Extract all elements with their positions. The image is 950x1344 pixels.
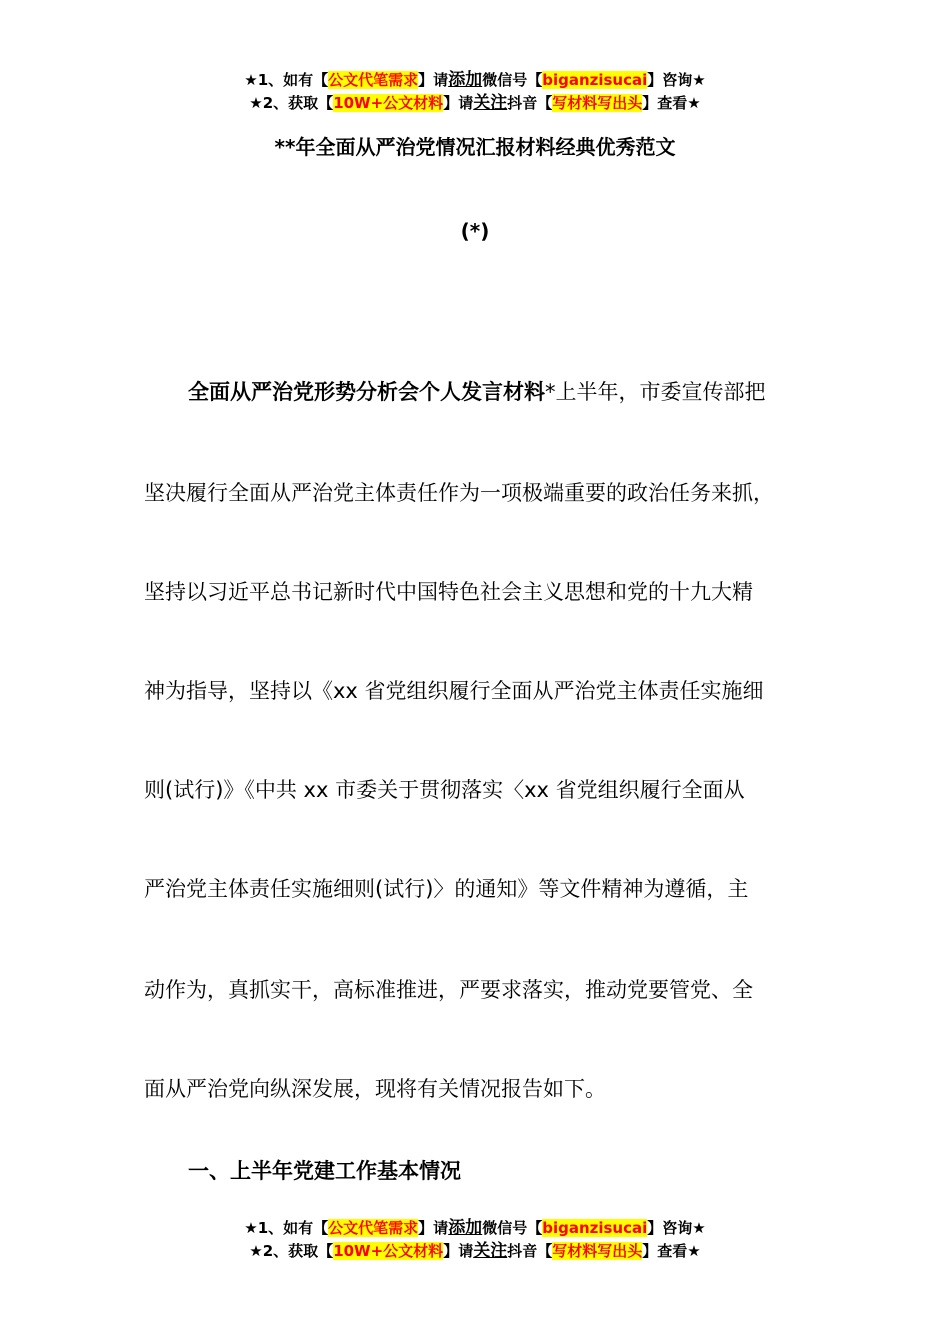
banner-underlined-text: 关注 <box>473 1241 508 1261</box>
banner-text: 抖音【 <box>507 94 553 112</box>
banner-underlined-text: 关注 <box>473 93 508 113</box>
banner-text: 】请 <box>418 71 449 89</box>
banner-text: ★2、获取【 <box>249 94 334 112</box>
banner-text: ★1、如有【 <box>244 71 329 89</box>
banner-text: ★2、获取【 <box>249 1242 334 1260</box>
document-title: **年全面从严治党情况汇报材料经典优秀范文 <box>274 135 676 159</box>
banner-highlight: 公文代笔需求 <box>328 71 419 89</box>
banner-text: 】咨询★ <box>647 71 706 89</box>
banner-line-2 <box>0 1240 950 1263</box>
top-banner <box>0 69 950 115</box>
banner-underlined-text: 添加 <box>448 70 483 90</box>
paragraph-line: 神为指导，坚持以《xx 省党组织履行全面从严治党主体责任实施细 <box>144 679 764 703</box>
banner-line-2 <box>0 92 950 115</box>
banner-highlight: 写材料写出头 <box>552 1242 643 1260</box>
banner-highlight: 写材料写出头 <box>552 94 643 112</box>
banner-line-1 <box>0 69 950 92</box>
banner-text: 】查看★ <box>642 1242 701 1260</box>
paragraph-lead: 全面从严治党形势分析会个人发言材料 <box>188 380 545 404</box>
banner-text: 】咨询★ <box>647 1219 706 1237</box>
section-heading: 一、上半年党建工作基本情况 <box>188 1159 461 1183</box>
banner-line-1 <box>0 1217 950 1240</box>
paragraph-line: 动作为，真抓实干，高标准推进，严要求落实，推动党要管党、全 <box>144 978 753 1002</box>
banner-text: 微信号【 <box>482 71 543 89</box>
banner-text: 】查看★ <box>642 94 701 112</box>
banner-text: 】请 <box>443 94 474 112</box>
banner-highlight: biganzisucai <box>542 71 648 89</box>
document-subtitle: (*) <box>460 219 490 243</box>
paragraph-text: *上半年，市委宣传部把 <box>545 380 766 404</box>
banner-highlight: 10W+公文材料 <box>333 1242 444 1260</box>
banner-text: 微信号【 <box>482 1219 543 1237</box>
banner-highlight: biganzisucai <box>542 1219 648 1237</box>
banner-underlined-text: 添加 <box>448 1218 483 1238</box>
banner-text: 】请 <box>443 1242 474 1260</box>
paragraph-line: 则(试行)》《中共 xx 市委关于贯彻落实〈xx 省党组织履行全面从 <box>144 778 745 802</box>
paragraph-line: 坚持以习近平总书记新时代中国特色社会主义思想和党的十九大精 <box>144 580 753 604</box>
banner-text: 】请 <box>418 1219 449 1237</box>
banner-highlight: 10W+公文材料 <box>333 94 444 112</box>
paragraph-line: 坚决履行全面从严治党主体责任作为一项极端重要的政治任务来抓， <box>144 481 774 505</box>
bottom-banner <box>0 1217 950 1263</box>
banner-highlight: 公文代笔需求 <box>328 1219 419 1237</box>
paragraph-line: 面从严治党向纵深发展，现将有关情况报告如下。 <box>144 1077 606 1101</box>
banner-text: 抖音【 <box>507 1242 553 1260</box>
paragraph-line <box>188 377 766 407</box>
paragraph-line: 严治党主体责任实施细则(试行)〉的通知》等文件精神为遵循，主 <box>144 877 749 901</box>
banner-text: ★1、如有【 <box>244 1219 329 1237</box>
